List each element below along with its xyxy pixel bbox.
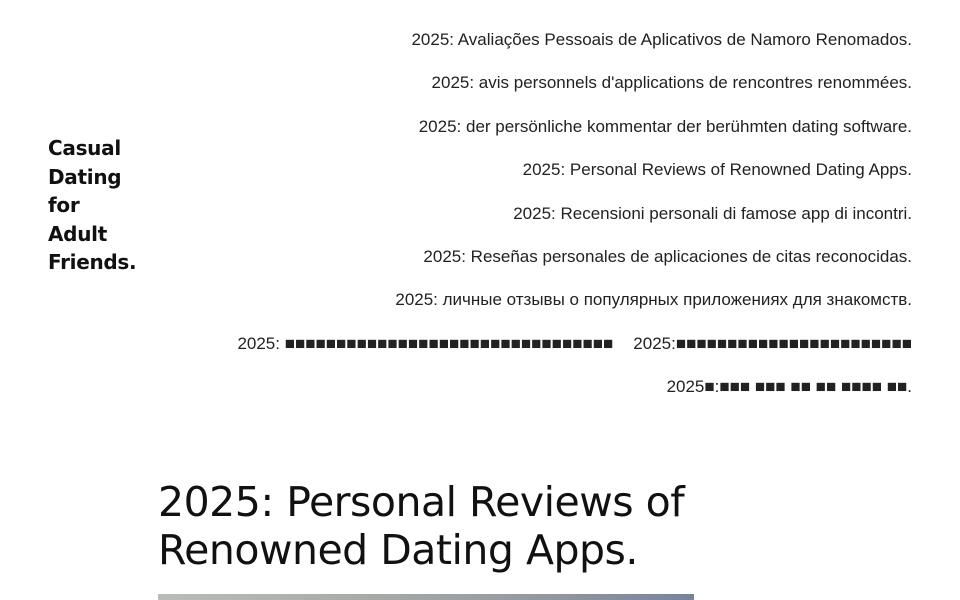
brand-line: Friends. bbox=[48, 250, 137, 274]
language-nav bbox=[237, 18, 912, 409]
language-link-en[interactable]: 2025: Personal Reviews of Renowned Dating Apps. bbox=[522, 160, 912, 180]
language-link-obscured-a[interactable]: 2025: ■■■■■■■■■■■■■■■■■■■■■■■■■■■■■■■■ bbox=[237, 333, 614, 353]
site-logo[interactable] bbox=[48, 134, 138, 277]
brand-line: Adult bbox=[48, 221, 107, 246]
language-link-it[interactable]: 2025: Recensioni personali di famose app di incontri. bbox=[513, 203, 912, 223]
language-link-obscured-b[interactable]: 2025:■■■■■■■■■■■■■■■■■■■■■■■ bbox=[633, 333, 912, 353]
language-link-de[interactable]: 2025: der persönliche kommentar der berühmten dating software. bbox=[418, 116, 912, 136]
language-link-ru[interactable]: 2025: личные отзывы о популярных приложениях для знакомств. bbox=[395, 290, 912, 310]
brand-line: for bbox=[48, 193, 80, 217]
brand-line: Casual bbox=[48, 136, 121, 160]
hero-image bbox=[158, 594, 694, 600]
language-link-es[interactable]: 2025: Reseñas personales de aplicaciones de citas reconocidas. bbox=[423, 246, 912, 266]
language-row-pair bbox=[237, 322, 912, 365]
brand-line: Dating bbox=[48, 164, 122, 189]
language-link-pt[interactable]: 2025: Avaliações Pessoais de Aplicativos de Namoro Renomados. bbox=[411, 30, 912, 49]
page-title: 2025: Personal Reviews of Renowned Dating Apps. bbox=[158, 478, 685, 574]
language-link-obscured-c[interactable]: 2025■:■■■ ■■■ ■■ ■■ ■■■■ ■■. bbox=[666, 377, 912, 397]
language-link-fr[interactable]: 2025: avis personnels d'applications de rencontres renommées. bbox=[431, 73, 912, 93]
